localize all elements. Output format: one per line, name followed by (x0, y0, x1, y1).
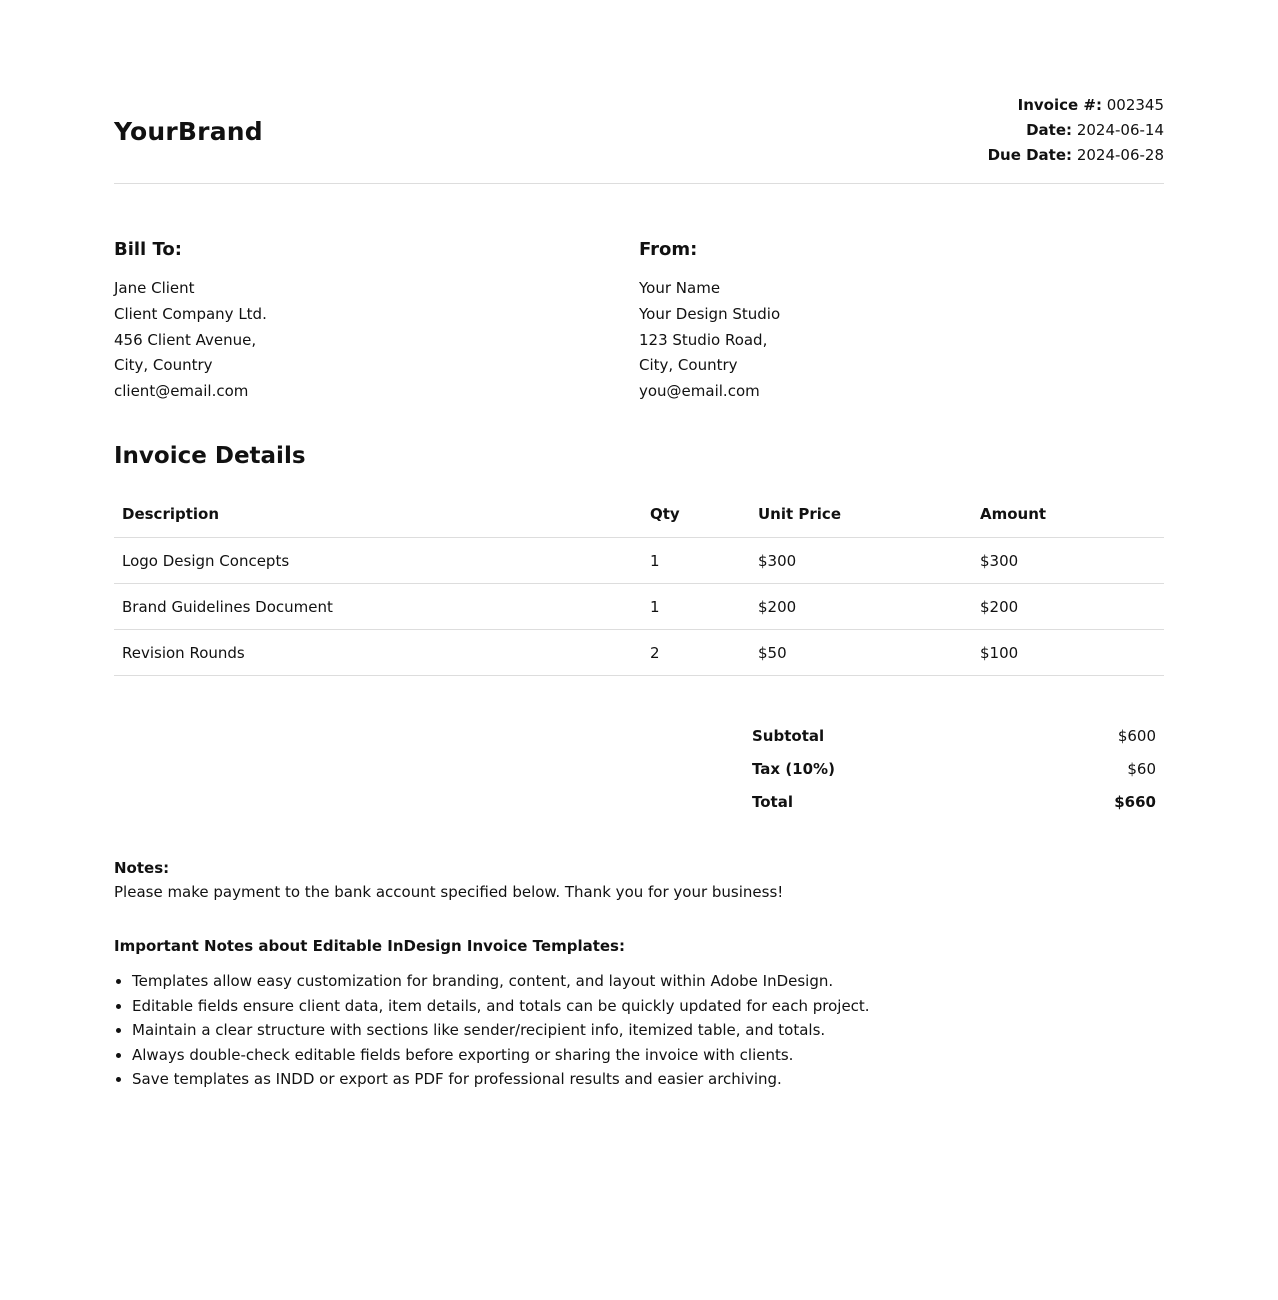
notes-title: Notes: (114, 859, 170, 878)
subtotal-value: $600 (1117, 726, 1156, 745)
tax-label: Tax (10%) (752, 759, 835, 778)
invoice-page (114, 0, 1164, 1092)
from-title: From: (639, 239, 698, 260)
invoice-number-row (988, 93, 1164, 118)
bill-to-line: Client Company Ltd. (114, 304, 267, 323)
tax-row (744, 752, 1164, 785)
parties-section (114, 239, 1164, 405)
totals-table (744, 719, 1164, 818)
invoice-details-title: Invoice Details (114, 442, 306, 469)
invoice-due-value: 2024-06-28 (1076, 146, 1164, 164)
invoice-due-row (988, 143, 1164, 168)
important-notes-section (114, 937, 1164, 1092)
invoice-header (114, 93, 1164, 184)
invoice-date-label: Date: (1026, 121, 1073, 139)
tax-value: $60 (1127, 759, 1156, 778)
from-line: City, Country (639, 356, 738, 375)
cell-unit-price: $200 (750, 584, 972, 630)
column-header-description: Description (114, 493, 642, 538)
table-row (114, 630, 1164, 676)
invoice-items-table (114, 493, 1164, 677)
cell-qty: 1 (642, 538, 750, 584)
from-block (639, 239, 1164, 405)
brand-logo-text: YourBrand (114, 117, 263, 146)
list-item: • Maintain a clear structure with sections like sender/recipient info, itemized table, and totals. (132, 1018, 1164, 1043)
from-line: 123 Studio Road, (639, 330, 768, 349)
from-line: you@email.com (639, 382, 760, 401)
notes-section (114, 856, 1164, 904)
cell-amount: $100 (972, 630, 1164, 676)
notes-text: Please make payment to the bank account specified below. Thank you for your business! (114, 883, 784, 902)
invoice-number-label: Invoice #: (1017, 96, 1102, 114)
cell-description: Brand Guidelines Document (114, 584, 642, 630)
invoice-date-value: 2024-06-14 (1076, 121, 1164, 139)
cell-qty: 2 (642, 630, 750, 676)
bill-to-block (114, 239, 639, 405)
invoice-number-value: 002345 (1106, 96, 1164, 114)
subtotal-row (744, 719, 1164, 752)
bill-to-line: 456 Client Avenue, (114, 330, 257, 349)
cell-unit-price: $50 (750, 630, 972, 676)
bill-to-line: Jane Client (114, 279, 195, 297)
important-notes-title: Important Notes about Editable InDesign Invoice Templates: (114, 937, 625, 956)
cell-description: Revision Rounds (114, 630, 642, 676)
invoice-meta (988, 93, 1164, 168)
from-line: Your Design Studio (639, 304, 781, 323)
column-header-qty: Qty (642, 493, 750, 538)
cell-unit-price: $300 (750, 538, 972, 584)
cell-amount: $300 (972, 538, 1164, 584)
bill-to-line: City, Country (114, 356, 213, 375)
subtotal-label: Subtotal (752, 726, 825, 745)
list-item: • Editable fields ensure client data, item details, and totals can be quickly updated for each project. (132, 994, 1164, 1019)
invoice-due-label: Due Date: (987, 146, 1073, 164)
list-item: • Always double-check editable fields before exporting or sharing the invoice with clients. (132, 1043, 1164, 1068)
invoice-date-row (988, 118, 1164, 143)
list-item: • Save templates as INDD or export as PDF for professional results and easier archiving. (132, 1067, 1164, 1092)
total-row (744, 785, 1164, 818)
bill-to-title: Bill To: (114, 239, 182, 260)
total-value: $660 (1114, 792, 1156, 811)
total-label: Total (752, 792, 793, 811)
column-header-amount: Amount (972, 493, 1164, 538)
important-notes-list (114, 969, 1164, 1092)
cell-description: Logo Design Concepts (114, 538, 642, 584)
column-header-unit-price: Unit Price (750, 493, 972, 538)
list-item: • Templates allow easy customization for branding, content, and layout within Adobe InDesign. (132, 969, 1164, 994)
table-row (114, 584, 1164, 630)
table-header-row (114, 493, 1164, 538)
from-line: Your Name (639, 279, 721, 297)
table-row (114, 538, 1164, 584)
cell-qty: 1 (642, 584, 750, 630)
cell-amount: $200 (972, 584, 1164, 630)
bill-to-line: client@email.com (114, 382, 249, 401)
